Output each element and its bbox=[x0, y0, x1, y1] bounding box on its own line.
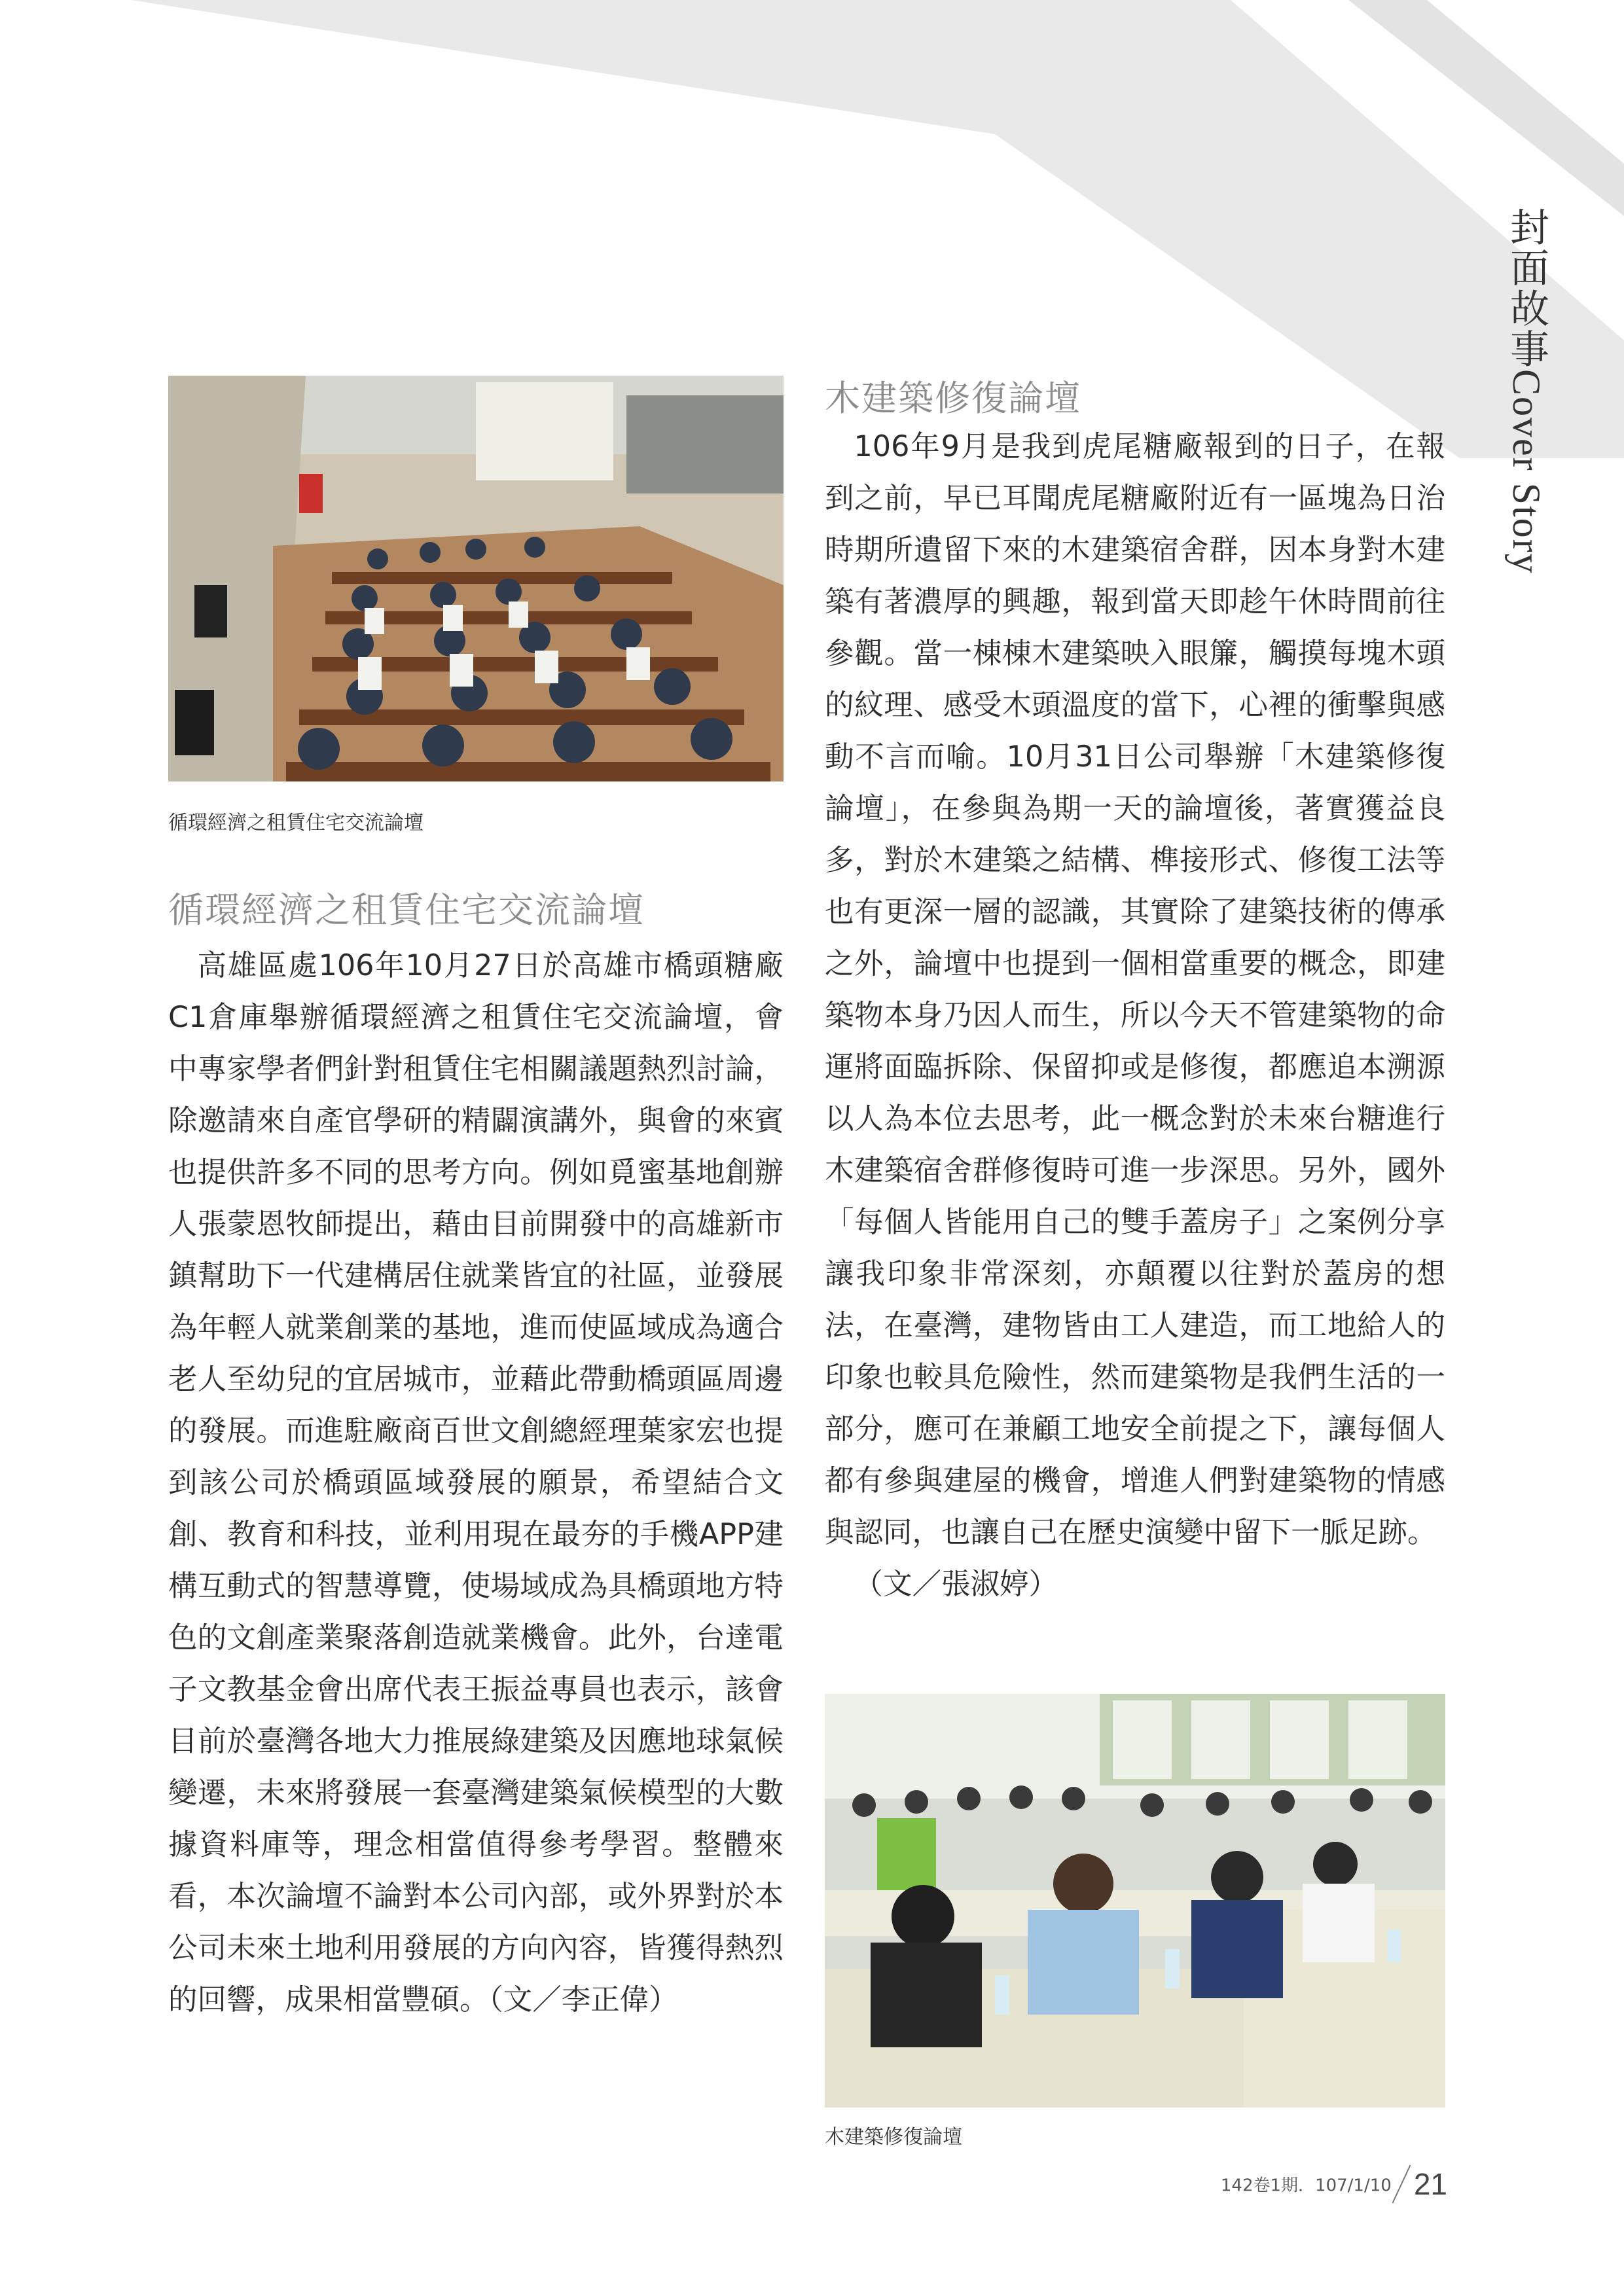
issue-info: 142卷1期．107/1/10 bbox=[1220, 2176, 1392, 2196]
section-title-vertical bbox=[1500, 207, 1553, 575]
photo-rental-housing-forum bbox=[168, 376, 784, 781]
page-number: 21 bbox=[1413, 2167, 1447, 2201]
photo-wooden-architecture-forum bbox=[825, 1694, 1445, 2108]
article-body-right bbox=[825, 421, 1445, 1610]
article-heading-right: 木建築修復論壇 bbox=[825, 378, 1081, 419]
photo-caption-left: 循環經濟之租賃住宅交流論壇 bbox=[168, 812, 424, 834]
article-paragraph-right: 106年9月是我到虎尾糖廠報到的日子，在報到之前，早已耳聞虎尾糖廠附近有一區塊為日治時期所遺留下來的木建築宿舍群，因本身對木建築有著濃厚的興趣，報到當天即趁午休時間前往參觀。當一棟棟木建築映入眼簾，觸摸每塊木頭的紋理、感受木頭溫度的當下，心裡的衝擊與感動不言而喻。10月31日公司舉辦「木建築修復論壇」，在參與為期一天的論壇後，著實獲益良多，對於木建築之結構、榫接形式、修復工法等也有更深一層的認識，其實除了建築技術的傳承之外，論壇中也提到一個相當重要的概念，即建築物本身乃因人而生，所以今天不管建築物的命運將面臨拆除、保留抑或是修復，都應追本溯源以人為本位去思考，此一概念對於未來台糖進行木建築宿舍群修復時可進一步深思。另外，國外「每個人皆能用自己的雙手蓋房子」之案例分享讓我印象非常深刻，亦顛覆以往對於蓋房的想法，在臺灣，建物皆由工人建造，而工地給人的印象也較具危險性，然而建築物是我們生活的一部分，應可在兼顧工地安全前提之下，讓每個人都有參與建屋的機會，增進人們對建築物的情感與認同，也讓自己在歷史演變中留下一脈足跡。 bbox=[825, 430, 1445, 1549]
section-title-zh: 封面故事 bbox=[1504, 207, 1549, 369]
photo-caption-right: 木建築修復論壇 bbox=[825, 2126, 962, 2149]
article-heading-left: 循環經濟之租賃住宅交流論壇 bbox=[168, 889, 645, 931]
article-paragraph-left: 高雄區處106年10月27日於高雄市橋頭糖廠C1倉庫舉辦循環經濟之租賃住宅交流論壇，會中專家學者們針對租賃住宅相關議題熱烈討論，除邀請來自產官學研的精闢演講外，與會的來賓也提供許多不同的思考方向。例如覓蜜基地創辦人張蒙恩牧師提出，藉由目前開發中的高雄新市鎮幫助下一代建構居住就業皆宜的社區，並發展為年輕人就業創業的基地，進而使區域成為適合老人至幼兒的宜居城市，並藉此帶動橋頭區周邊的發展。而進駐廠商百世文創總經理葉家宏也提到該公司於橋頭區域發展的願景，希望結合文創、教育和科技，並利用現在最夯的手機APP建構互動式的智慧導覽，使場域成為具橋頭地方特色的文創產業聚落創造就業機會。此外，台達電子文教基金會出席代表王振益專員也表示，該會目前於臺灣各地大力推展綠建築及因應地球氣候變遷，未來將發展一套臺灣建築氣候模型的大數據資料庫等，理念相當值得參考學習。整體來看，本次論壇不論對本公司內部，或外界對於本公司未來土地利用發展的方向內容，皆獲得熱烈的回響，成果相當豐碩。（文／李正偉） bbox=[168, 949, 784, 2017]
footer-divider bbox=[1392, 2165, 1411, 2204]
section-title-en: Cover Story bbox=[1505, 369, 1548, 575]
article-body-left bbox=[168, 940, 784, 2026]
page-footer bbox=[1221, 2163, 1447, 2205]
article-byline-right: （文／張淑婷） bbox=[854, 1568, 1058, 1601]
